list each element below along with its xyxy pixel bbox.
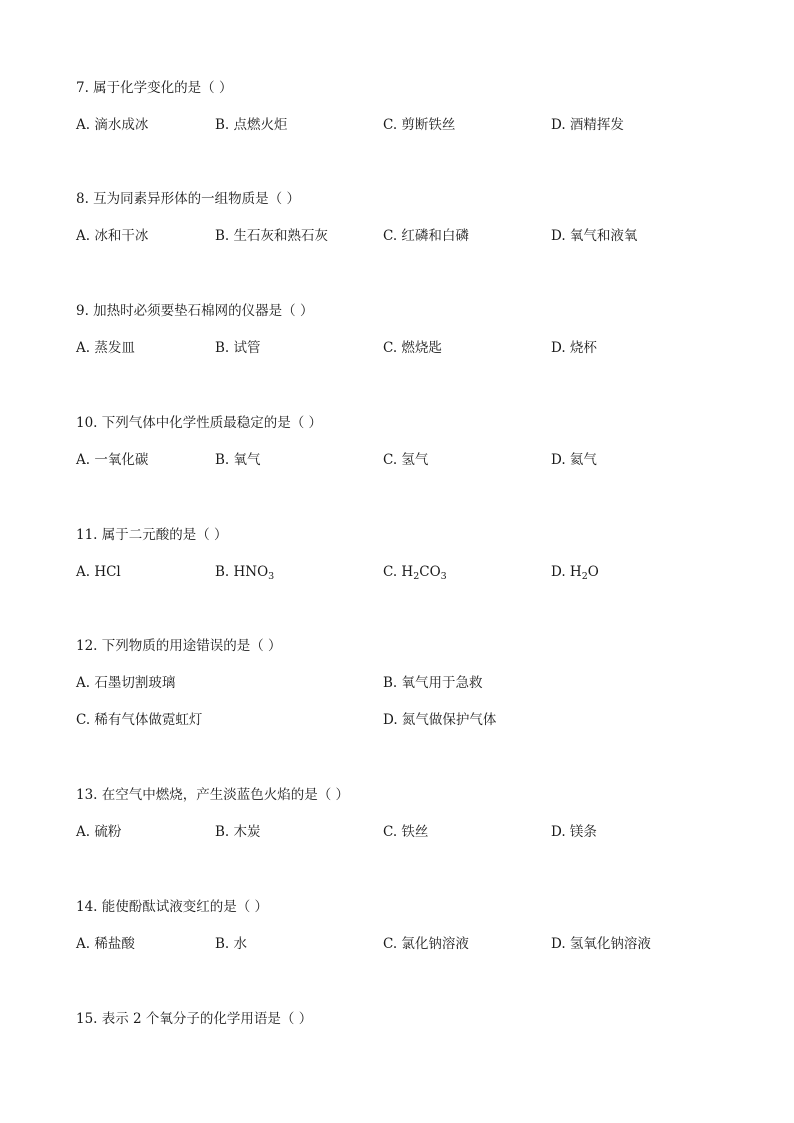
- option-c: C. 剪断铁丝: [383, 117, 456, 133]
- option-d: D. 氧气和液氧: [551, 228, 638, 244]
- option-a: A. 石墨切割玻璃: [76, 675, 176, 691]
- option-b: B. 试管: [215, 340, 261, 356]
- subscript: 2: [581, 571, 588, 582]
- option-b: B. 氧气用于急救: [383, 675, 483, 691]
- question-12: [76, 637, 736, 729]
- options-row: [76, 227, 736, 245]
- options-row: [76, 451, 736, 469]
- option-b: [215, 563, 274, 586]
- question-13: [76, 786, 736, 841]
- option-d: D. 氦气: [551, 452, 597, 468]
- formula-text: CO: [419, 564, 441, 580]
- formula-text: C. H: [383, 564, 414, 580]
- question-9: [76, 302, 736, 357]
- option-c: C. 红磷和白磷: [383, 228, 469, 244]
- option-d: D. 氮气做保护气体: [383, 712, 497, 728]
- question-stem: 13. 在空气中燃烧，产生淡蓝色火焰的是（ ）: [76, 787, 350, 803]
- question-stem: 14. 能使酚酞试液变红的是（ ）: [76, 899, 269, 915]
- options-row: [76, 674, 736, 692]
- option-d: D. 烧杯: [551, 340, 597, 356]
- question-stem: 10. 下列气体中化学性质最稳定的是（ ）: [76, 415, 323, 431]
- option-b: B. 点燃火炬: [215, 117, 288, 133]
- option-d: D. 氢氧化钠溶液: [551, 936, 651, 952]
- options-row: [76, 563, 736, 581]
- formula-text: B. HNO: [215, 564, 269, 580]
- option-d: D. 酒精挥发: [551, 117, 624, 133]
- question-7: [76, 79, 736, 134]
- question-11: [76, 526, 736, 581]
- option-a: A. 冰和干冰: [76, 228, 149, 244]
- question-stem: 8. 互为同素异形体的一组物质是（ ）: [76, 191, 300, 207]
- question-stem: 15. 表示 2 个氧分子的化学用语是（ ）: [76, 1011, 313, 1027]
- question-14: [76, 898, 736, 953]
- subscript: 2: [413, 571, 420, 582]
- option-a: A. 硫粉: [76, 824, 122, 840]
- option-a: A. 稀盐酸: [76, 936, 135, 952]
- option-b: B. 氧气: [215, 452, 261, 468]
- options-row: [76, 711, 736, 729]
- option-d: [551, 563, 599, 586]
- option-c: C. 氯化钠溶液: [383, 936, 469, 952]
- option-b: B. 生石灰和熟石灰: [215, 228, 329, 244]
- option-c: [383, 563, 447, 586]
- question-15: [76, 1010, 736, 1028]
- option-b: B. 水: [215, 936, 248, 952]
- subscript: 3: [440, 571, 447, 582]
- question-10: [76, 414, 736, 469]
- options-row: [76, 116, 736, 134]
- option-b: B. 木炭: [215, 824, 261, 840]
- option-c: C. 铁丝: [383, 824, 429, 840]
- subscript: 3: [268, 571, 275, 582]
- option-d: D. 镁条: [551, 824, 597, 840]
- option-c: C. 氢气: [383, 452, 429, 468]
- formula-text: O: [587, 564, 599, 580]
- option-c: C. 燃烧匙: [383, 340, 442, 356]
- option-a: A. 一氧化碳: [76, 452, 149, 468]
- options-row: [76, 823, 736, 841]
- question-stem: 7. 属于化学变化的是（ ）: [76, 80, 233, 96]
- option-a: A. HCl: [76, 564, 121, 580]
- formula-text: D. H: [551, 564, 582, 580]
- option-a: A. 滴水成冰: [76, 117, 149, 133]
- question-stem: 12. 下列物质的用途错误的是（ ）: [76, 638, 282, 654]
- question-8: [76, 190, 736, 245]
- question-stem: 11. 属于二元酸的是（ ）: [76, 527, 228, 543]
- option-a: A. 蒸发皿: [76, 340, 135, 356]
- question-stem: 9. 加热时必须要垫石棉网的仪器是（ ）: [76, 303, 314, 319]
- options-row: [76, 935, 736, 953]
- option-c: C. 稀有气体做霓虹灯: [76, 712, 203, 728]
- options-row: [76, 339, 736, 357]
